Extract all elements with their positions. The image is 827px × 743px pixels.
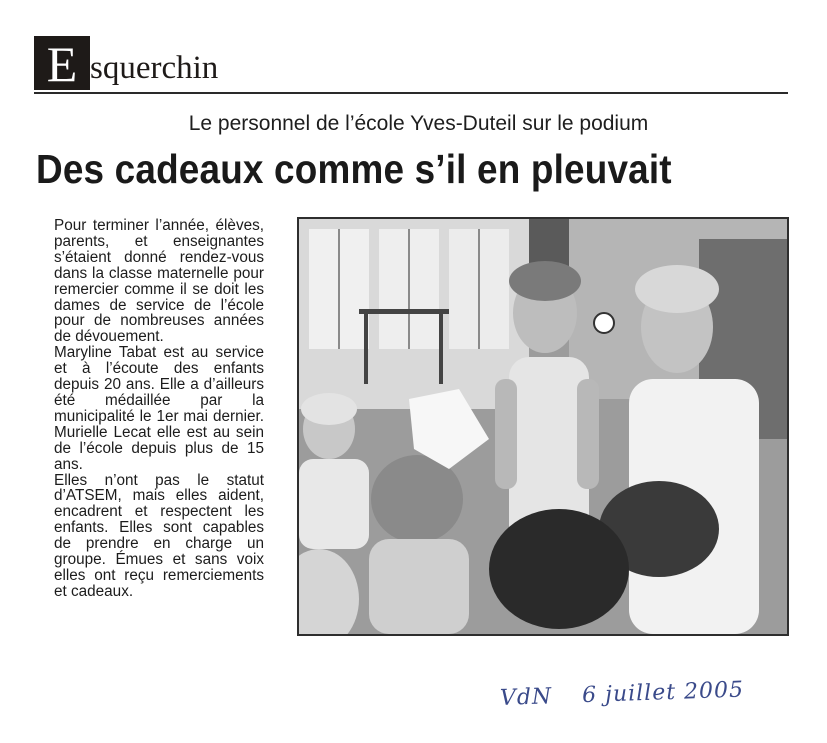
article-subtitle: Le personnel de l’école Yves-Duteil sur le podium (188, 112, 649, 135)
section-header (34, 36, 788, 92)
paragraph: Maryline Tabat est au service et à l’écoute des enfants depuis 20 ans. Elle a d’ailleurs été médaillée par la municipalité le 1er mai dernier. Murielle Lecat elle est au sein de l’école depuis plus de 15 ans. (54, 344, 264, 473)
section-title: squerchin (90, 50, 219, 86)
annotation-source: VdN (499, 684, 553, 711)
header-divider (34, 92, 788, 94)
article-headline: Des cadeaux comme s’il en pleuvait (36, 146, 672, 192)
paragraph: Elles n’ont pas le statut d’ATSEM, mais elles aident, encadrent et respectent les enfants. Elles sont capables de prendre en charge un groupe. Émues et sans voix elles ont reçu remerciements et cadeaux. (54, 471, 264, 600)
section-initial: E (34, 36, 90, 90)
photo-illustration (299, 219, 787, 634)
handwritten-annotation (500, 677, 745, 711)
annotation-date: 6 juillet 2005 (581, 677, 745, 709)
paragraph: Pour terminer l’année, élèves, parents, et enseignantes s’étaient donné rendez-vous dans la classe maternelle pour remercier comme il se doit les dames de service de l’école pour de nombreuses années de dévouement. (54, 217, 264, 346)
article-photo (297, 217, 789, 636)
article-body (54, 218, 264, 600)
